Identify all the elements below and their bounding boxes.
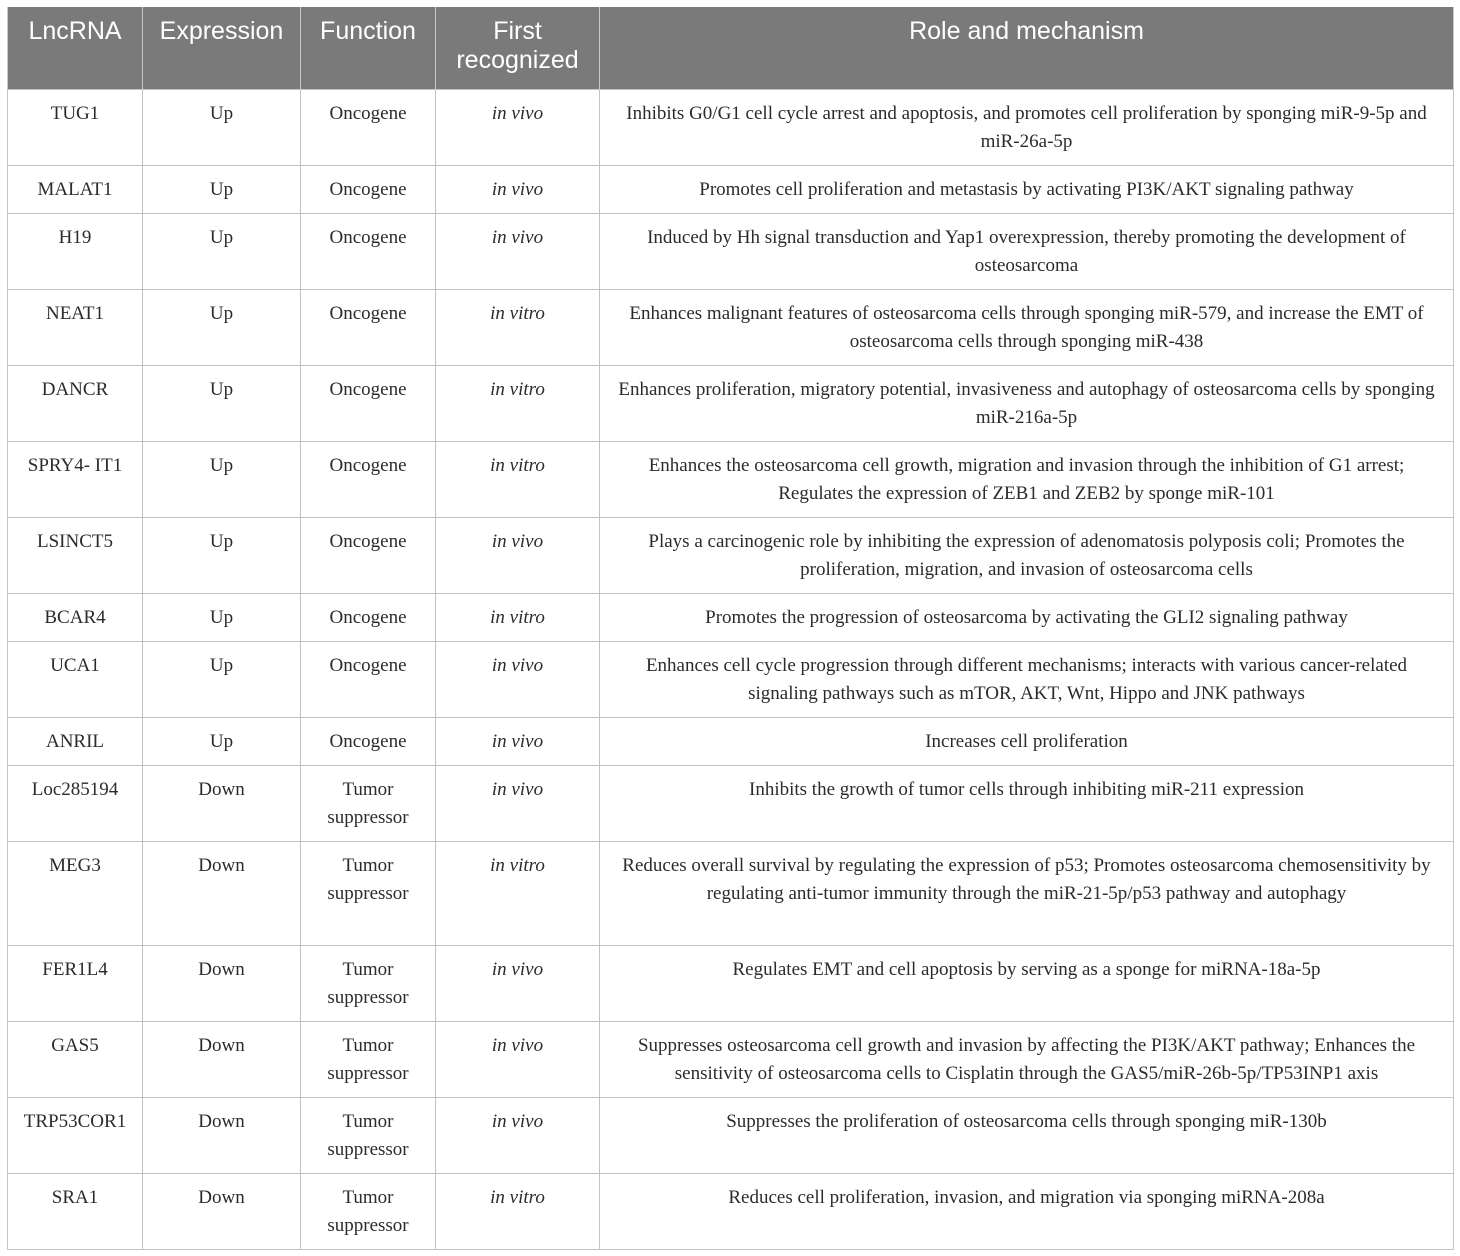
lncrna-cell: MALAT1 bbox=[8, 165, 143, 213]
function-cell: Oncogene bbox=[301, 365, 436, 441]
header-row bbox=[8, 7, 1454, 89]
table-row bbox=[8, 1021, 1454, 1097]
function-cell: Oncogene bbox=[301, 641, 436, 717]
function-cell: Oncogene bbox=[301, 165, 436, 213]
first-recognized-cell: in vitro bbox=[436, 441, 600, 517]
expression-cell: Up bbox=[143, 641, 301, 717]
role-cell: Promotes cell proliferation and metastasis by activating PI3K/AKT signaling pathway bbox=[600, 165, 1454, 213]
function-cell: Oncogene bbox=[301, 593, 436, 641]
function-cell: Oncogene bbox=[301, 89, 436, 165]
first-recognized-cell: in vivo bbox=[436, 213, 600, 289]
function-cell: Oncogene bbox=[301, 517, 436, 593]
expression-cell: Up bbox=[143, 717, 301, 765]
header-lncrna: LncRNA bbox=[8, 7, 143, 89]
first-recognized-cell: in vivo bbox=[436, 1021, 600, 1097]
function-cell: Tumor suppressor bbox=[301, 765, 436, 841]
function-cell: Oncogene bbox=[301, 717, 436, 765]
expression-cell: Up bbox=[143, 165, 301, 213]
first-recognized-cell: in vitro bbox=[436, 593, 600, 641]
function-cell: Tumor suppressor bbox=[301, 841, 436, 945]
role-cell: Suppresses the proliferation of osteosarcoma cells through sponging miR-130b bbox=[600, 1097, 1454, 1173]
function-cell: Tumor suppressor bbox=[301, 945, 436, 1021]
role-cell: Enhances the osteosarcoma cell growth, migration and invasion through the inhibition of G1 arrest; Regulates the expression of ZEB1 and ZEB2 by sponge miR-101 bbox=[600, 441, 1454, 517]
table-row bbox=[8, 165, 1454, 213]
first-recognized-cell: in vitro bbox=[436, 1173, 600, 1249]
role-cell: Inhibits G0/G1 cell cycle arrest and apoptosis, and promotes cell proliferation by sponging miR-9-5p and miR-26a-5p bbox=[600, 89, 1454, 165]
table-row bbox=[8, 765, 1454, 841]
table-row bbox=[8, 365, 1454, 441]
header-function: Function bbox=[301, 7, 436, 89]
expression-cell: Up bbox=[143, 213, 301, 289]
role-cell: Inhibits the growth of tumor cells through inhibiting miR-211 expression bbox=[600, 765, 1454, 841]
role-cell: Induced by Hh signal transduction and Yap1 overexpression, thereby promoting the development of osteosarcoma bbox=[600, 213, 1454, 289]
first-recognized-cell: in vitro bbox=[436, 365, 600, 441]
first-recognized-cell: in vitro bbox=[436, 841, 600, 945]
first-recognized-cell: in vivo bbox=[436, 89, 600, 165]
expression-cell: Up bbox=[143, 517, 301, 593]
role-cell: Reduces overall survival by regulating the expression of p53; Promotes osteosarcoma chemosensitivity by regulating anti-tumor immunity through the miR-21-5p/p53 pathway and autophagy bbox=[600, 841, 1454, 945]
expression-cell: Down bbox=[143, 1021, 301, 1097]
role-cell: Regulates EMT and cell apoptosis by serving as a sponge for miRNA-18a-5p bbox=[600, 945, 1454, 1021]
role-cell: Reduces cell proliferation, invasion, and migration via sponging miRNA-208a bbox=[600, 1173, 1454, 1249]
expression-cell: Up bbox=[143, 365, 301, 441]
first-recognized-cell: in vivo bbox=[436, 1097, 600, 1173]
expression-cell: Down bbox=[143, 945, 301, 1021]
table-row bbox=[8, 517, 1454, 593]
lncrna-cell: MEG3 bbox=[8, 841, 143, 945]
role-cell: Plays a carcinogenic role by inhibiting the expression of adenomatosis polyposis coli; Promotes the proliferation, migration, and invasion of osteosarcoma cells bbox=[600, 517, 1454, 593]
table-row bbox=[8, 717, 1454, 765]
first-recognized-cell: in vivo bbox=[436, 945, 600, 1021]
role-cell: Enhances proliferation, migratory potential, invasiveness and autophagy of osteosarcoma cells by sponging miR-216a-5p bbox=[600, 365, 1454, 441]
expression-cell: Down bbox=[143, 1097, 301, 1173]
lncrna-cell: TRP53COR1 bbox=[8, 1097, 143, 1173]
function-cell: Tumor suppressor bbox=[301, 1173, 436, 1249]
first-recognized-cell: in vivo bbox=[436, 717, 600, 765]
lncrna-cell: GAS5 bbox=[8, 1021, 143, 1097]
table-row bbox=[8, 89, 1454, 165]
table-row bbox=[8, 441, 1454, 517]
first-recognized-cell: in vivo bbox=[436, 517, 600, 593]
header-role-and-mechanism: Role and mechanism bbox=[600, 7, 1454, 89]
header-first-recognized: First recognized bbox=[436, 7, 600, 89]
expression-cell: Down bbox=[143, 1173, 301, 1249]
header-expression: Expression bbox=[143, 7, 301, 89]
role-cell: Enhances cell cycle progression through different mechanisms; interacts with various cancer-related signaling pathways such as mTOR, AKT, Wnt, Hippo and JNK pathways bbox=[600, 641, 1454, 717]
table-body bbox=[8, 89, 1454, 1249]
role-cell: Enhances malignant features of osteosarcoma cells through sponging miR-579, and increase the EMT of osteosarcoma cells through sponging miR-438 bbox=[600, 289, 1454, 365]
table-row bbox=[8, 1173, 1454, 1249]
table-row bbox=[8, 641, 1454, 717]
expression-cell: Up bbox=[143, 593, 301, 641]
function-cell: Oncogene bbox=[301, 441, 436, 517]
expression-cell: Up bbox=[143, 289, 301, 365]
lncrna-cell: FER1L4 bbox=[8, 945, 143, 1021]
lncrna-cell: LSINCT5 bbox=[8, 517, 143, 593]
lncrna-cell: BCAR4 bbox=[8, 593, 143, 641]
role-cell: Promotes the progression of osteosarcoma by activating the GLI2 signaling pathway bbox=[600, 593, 1454, 641]
role-cell: Increases cell proliferation bbox=[600, 717, 1454, 765]
table-row bbox=[8, 945, 1454, 1021]
function-cell: Oncogene bbox=[301, 213, 436, 289]
function-cell: Tumor suppressor bbox=[301, 1021, 436, 1097]
lncrna-table bbox=[7, 7, 1454, 1250]
lncrna-cell: Loc285194 bbox=[8, 765, 143, 841]
table-row bbox=[8, 1097, 1454, 1173]
first-recognized-cell: in vivo bbox=[436, 641, 600, 717]
lncrna-cell: DANCR bbox=[8, 365, 143, 441]
table-row bbox=[8, 593, 1454, 641]
role-cell: Suppresses osteosarcoma cell growth and invasion by affecting the PI3K/AKT pathway; Enhances the sensitivity of osteosarcoma cells to Cisplatin through the GAS5/miR-26b-5p/TP53INP1 axis bbox=[600, 1021, 1454, 1097]
lncrna-cell: H19 bbox=[8, 213, 143, 289]
expression-cell: Down bbox=[143, 841, 301, 945]
lncrna-cell: TUG1 bbox=[8, 89, 143, 165]
table-row bbox=[8, 213, 1454, 289]
lncrna-cell: UCA1 bbox=[8, 641, 143, 717]
expression-cell: Down bbox=[143, 765, 301, 841]
expression-cell: Up bbox=[143, 89, 301, 165]
lncrna-cell: ANRIL bbox=[8, 717, 143, 765]
lncrna-cell: SPRY4- IT1 bbox=[8, 441, 143, 517]
expression-cell: Up bbox=[143, 441, 301, 517]
first-recognized-cell: in vitro bbox=[436, 289, 600, 365]
table-row bbox=[8, 841, 1454, 945]
first-recognized-cell: in vivo bbox=[436, 765, 600, 841]
function-cell: Oncogene bbox=[301, 289, 436, 365]
function-cell: Tumor suppressor bbox=[301, 1097, 436, 1173]
lncrna-cell: NEAT1 bbox=[8, 289, 143, 365]
first-recognized-cell: in vivo bbox=[436, 165, 600, 213]
table-header bbox=[8, 7, 1454, 89]
table-row bbox=[8, 289, 1454, 365]
lncrna-cell: SRA1 bbox=[8, 1173, 143, 1249]
